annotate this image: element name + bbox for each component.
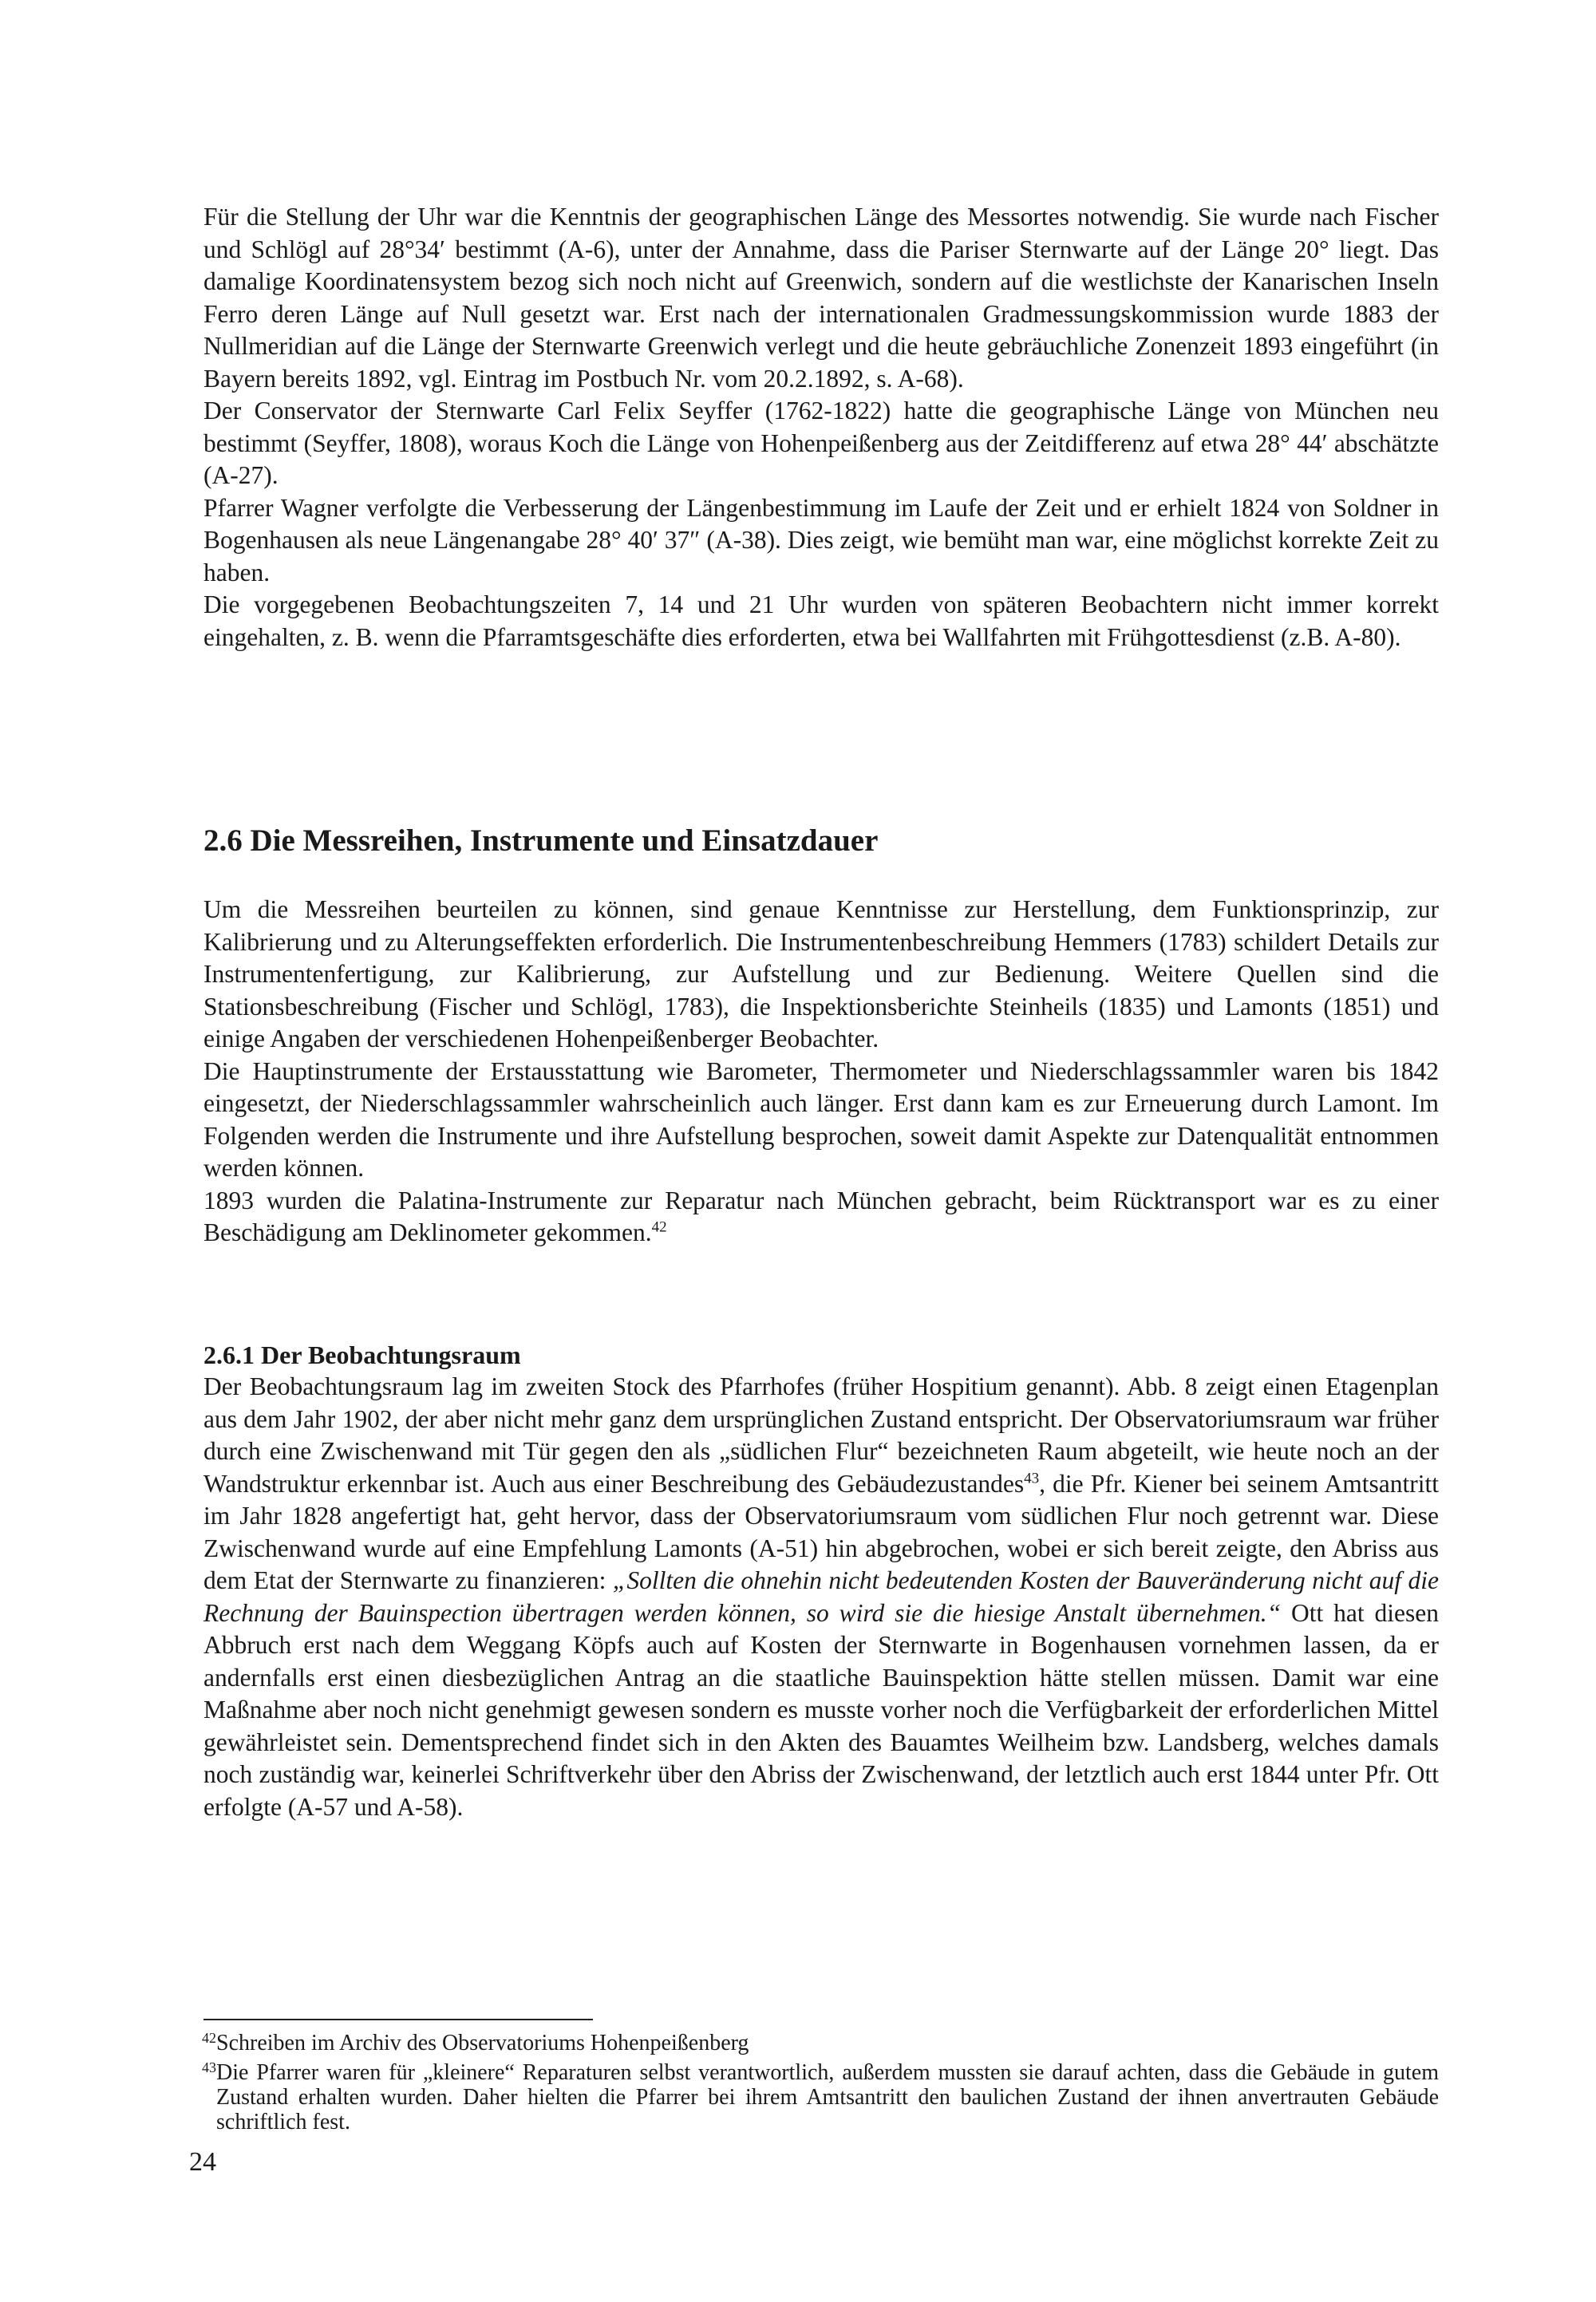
paragraph-text: Ott hat diesen Abbruch erst nach dem Weggang Köpfs auch auf Kosten der Sternwarte in Bogenhausen vornehmen lassen, da er andernfalls erst einen diesbezüglichen Antrag an die staatliche Bauinspektion hätte stellen müssen. Damit war eine Maßnahme aber noch nicht genehmigt gewesen sondern es musste vorher noch die Verfügbarkeit der erforderlichen Mittel gewährleistet sein. Dementsprechend findet sich in den Akten des Bauamtes Weilheim bzw. Landsberg, welches damals noch zuständig war, keinerlei Schriftverkehr über den Abriss der Zwischenwand, der letztlich auch erst 1844 unter Pfr. Ott erfolgte (A-57 und A-58). xyxy=(203,1598,1439,1821)
paragraph xyxy=(203,1371,1439,1823)
section-2-6-text-block xyxy=(203,894,1439,1250)
footnote-number: 43 xyxy=(202,2059,216,2075)
footnote-text: Schreiben im Archiv des Observatoriums Hohenpeißenberg xyxy=(216,2031,749,2055)
paragraph-text: 1893 wurden die Palatina-Instrumente zur Reparatur nach München gebracht, beim Rücktransport war es zu einer Beschädigung am Deklinometer gekommen. xyxy=(203,1186,1439,1246)
section-heading-2-6: 2.6 Die Messreihen, Instrumente und Einsatzdauer xyxy=(203,823,879,858)
footnote-text: Die Pfarrer waren für „kleinere“ Reparaturen selbst verantwortlich, außerdem mussten sie darauf achten, dass die Gebäude in gutem Zustand erhalten wurden. Daher hielten die Pfarrer bei ihrem Amtsantritt den baulichen Zustand der ihnen anvertrauten Gebäude schriftlich fest. xyxy=(216,2060,1439,2134)
paragraph: Für die Stellung der Uhr war die Kenntnis der geographischen Länge des Messortes notwendig. Sie wurde nach Fischer und Schlögl auf 28°34′ bestimmt (A-6), unter der Annahme, dass die Pariser Sternwarte auf der Länge 20° liegt. Das damalige Koordinatensystem bezog sich noch nicht auf Greenwich, sondern auf die westlichste der Kanarischen Inseln Ferro deren Länge auf Null gesetzt war. Erst nach der internationalen Gradmessungskommission wurde 1883 der Nullmeridian auf die Länge der Sternwarte Greenwich verlegt und die heute gebräuchliche Zonenzeit 1893 eingeführt (in Bayern bereits 1892, vgl. Eintrag im Postbuch Nr. vom 20.2.1892, s. A-68). xyxy=(203,203,1439,393)
paragraph: Die Hauptinstrumente der Erstausstattung wie Barometer, Thermometer und Niederschlagssammler waren bis 1842 eingesetzt, der Niederschlagssammler wahrscheinlich auch länger. Erst dann kam es zur Erneuerung durch Lamont. Im Folgenden werden die Instrumente und ihre Aufstellung besprochen, soweit damit Aspekte zur Datenqualität entnommen werden können. xyxy=(203,1056,1439,1182)
italic-quote: „Sollten die ohnehin nicht bedeutenden Kosten der Bauveränderung nicht auf die Rechnung der Bauinspection übertragen werden können, so wird sie die hiesige Anstalt übernehmen.“ xyxy=(203,1566,1440,1627)
footnotes xyxy=(203,2031,1439,2139)
intro-text-block xyxy=(203,201,1439,653)
paragraph: Der Conservator der Sternwarte Carl Felix Seyffer (1762-1822) hatte die geographische Länge von München neu bestimmt (Seyffer, 1808), woraus Koch die Länge von Hohenpeißenberg aus der Zeitdifferenz auf etwa 28° 44′ abschätzte (A-27). xyxy=(203,397,1439,489)
footnote-number: 42 xyxy=(202,2030,216,2046)
footnote-reference-42[interactable]: 42 xyxy=(651,1218,667,1236)
paragraph: Pfarrer Wagner verfolgte die Verbesserung der Längenbestimmung im Laufe der Zeit und er erhielt 1824 von Soldner in Bogenhausen als neue Längenangabe 28° 40′ 37″ (A-38). Dies zeigt, wie bemüht man war, eine möglichst korrekte Zeit zu haben. xyxy=(203,493,1439,586)
footnote xyxy=(203,2060,1439,2134)
section-2-6-1-text-block xyxy=(203,1371,1439,1823)
page-number: 24 xyxy=(189,2147,216,2177)
paragraph-text: Der Beobachtungsraum lag im zweiten Stock des Pfarrhofes (früher Hospitium genannt). Abb. 8 zeigt einen Etagenplan aus dem Jahr 1902, der aber nicht mehr ganz dem ursprünglichen Zustand entspricht. Der Observatoriumsraum war früher durch eine Zwischenwand mit Tür gegen den als „südlichen Flur“ bezeichneten Raum abgeteilt, wie heute noch an der Wandstruktur erkennbar ist. Auch aus einer Beschreibung des Gebäudezustandes xyxy=(203,1372,1439,1498)
footnote-separator xyxy=(203,2019,593,2020)
section-heading-2-6-1: 2.6.1 Der Beobachtungsraum xyxy=(203,1341,521,1369)
paragraph-text: , die Pfr. Kiener bei seinem Amtsantritt im Jahr 1828 angefertigt hat, geht hervor, dass der Observatoriumsraum vom südlichen Flur noch getrennt war. Diese Zwischenwand wurde auf eine Empfehlung Lamonts (A-51) hin abgebrochen, wobei er sich bereit zeigte, den Abriss aus dem Etat der Sternwarte zu finanzieren: xyxy=(203,1469,1439,1594)
footnote xyxy=(203,2031,1439,2055)
paragraph xyxy=(203,1185,1439,1250)
footnote-reference-43[interactable]: 43 xyxy=(1024,1470,1040,1487)
paragraph: Die vorgegebenen Beobachtungszeiten 7, 14 und 21 Uhr wurden von späteren Beobachtern nicht immer korrekt eingehalten, z. B. wenn die Pfarramtsgeschäfte dies erforderten, etwa bei Wallfahrten mit Frühgottesdienst (z.B. A-80). xyxy=(203,590,1439,651)
paragraph: Um die Messreihen beurteilen zu können, sind genaue Kenntnisse zur Herstellung, dem Funktionsprinzip, zur Kalibrierung und zu Alterungseffekten erforderlich. Die Instrumentenbeschreibung Hemmers (1783) schildert Details zur Instrumentenfertigung, zur Kalibrierung, zur Aufstellung und zur Bedienung. Weitere Quellen sind die Stationsbeschreibung (Fischer und Schlögl, 1783), die Inspektionsberichte Steinheils (1835) und Lamonts (1851) und einige Angaben der verschiedenen Hohenpeißenberger Beobachter. xyxy=(203,895,1439,1052)
